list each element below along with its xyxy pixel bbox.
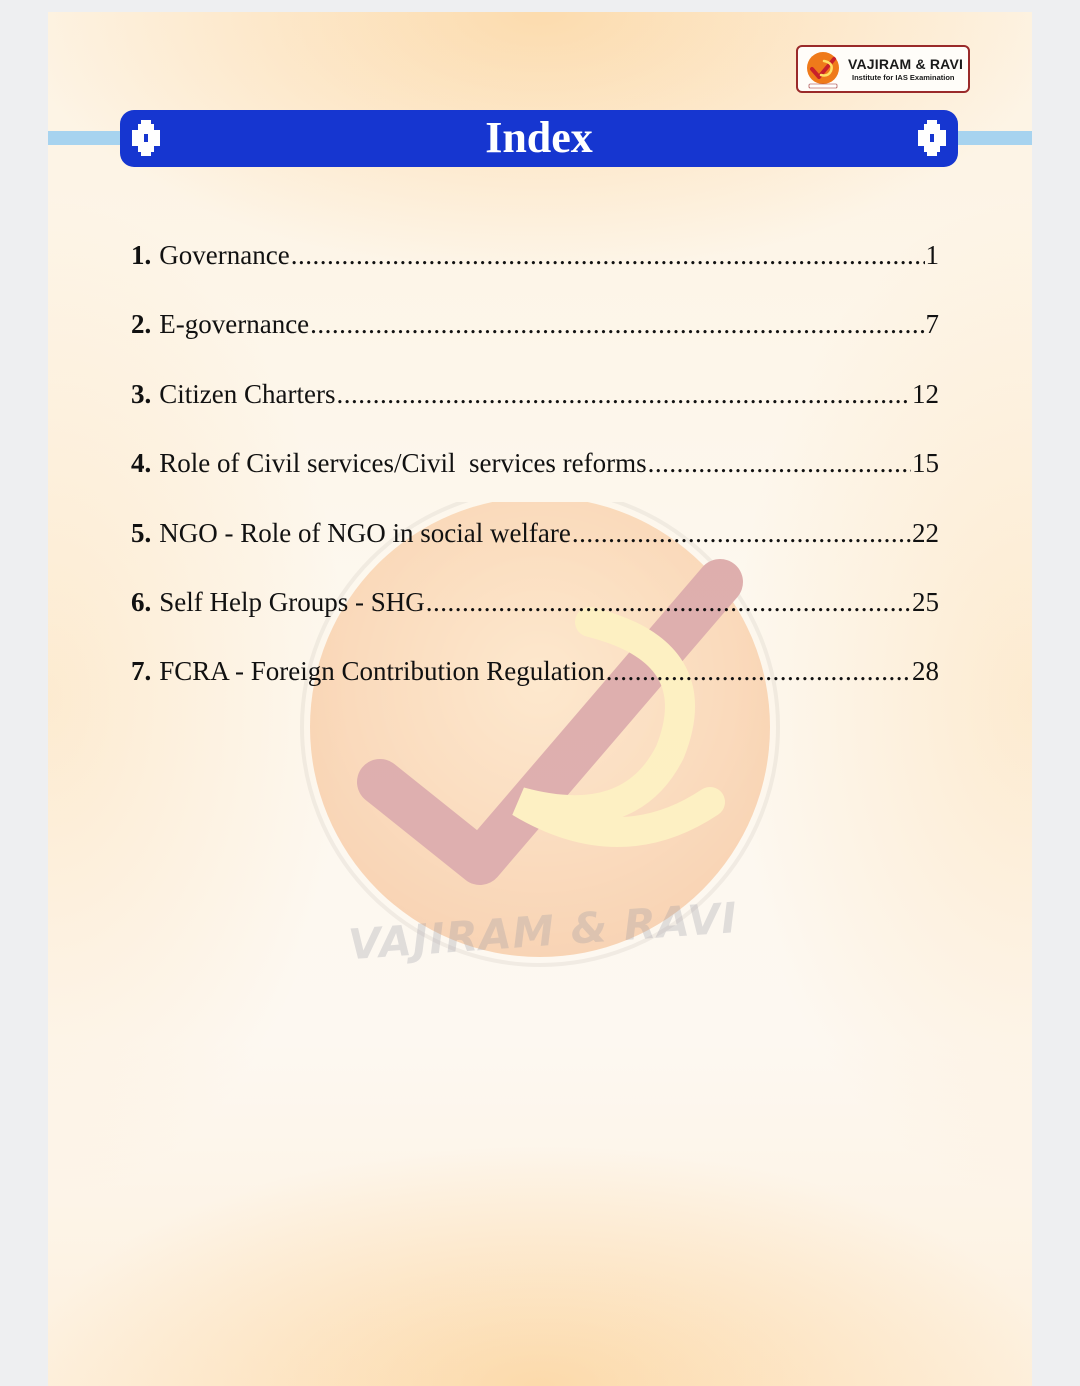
toc-entry-number: 3. <box>131 378 152 409</box>
toc-entry-title: E-governance <box>159 309 310 340</box>
toc-entry-number: 6. <box>131 586 152 617</box>
toc-dot-leader <box>572 518 911 549</box>
logo-name: VAJIRAM & RAVI <box>848 56 964 72</box>
toc-entry-title: Self Help Groups - SHG <box>159 586 425 617</box>
document-page <box>48 12 1032 1386</box>
toc-entry-page: 28 <box>912 656 939 687</box>
toc-entry[interactable] <box>131 587 939 656</box>
toc-entry-page: 22 <box>912 517 939 548</box>
brand-logo <box>796 45 970 93</box>
table-of-contents <box>131 240 939 726</box>
toc-entry-title: Governance <box>159 240 290 270</box>
toc-entry-title: Role of Civil services/Civil services reforms <box>159 448 647 479</box>
toc-entry-number: 5. <box>131 517 152 548</box>
logo-emblem-icon <box>804 51 842 89</box>
toc-dot-leader <box>310 309 924 340</box>
toc-entry[interactable] <box>131 656 939 725</box>
toc-entry-number: 4. <box>131 448 152 479</box>
toc-entry-number: 7. <box>131 656 152 687</box>
banner-ornament-icon <box>914 120 950 156</box>
toc-entry-page: 25 <box>912 586 939 617</box>
toc-entry-page: 12 <box>912 378 939 409</box>
toc-entry-title: NGO - Role of NGO in social welfare <box>159 517 571 548</box>
toc-dot-leader <box>291 240 925 271</box>
toc-dot-leader <box>648 448 911 479</box>
title-banner <box>120 110 958 167</box>
toc-entry-page: 1 <box>925 240 939 270</box>
toc-entry-page: 7 <box>925 309 939 340</box>
toc-entry-number: 1. <box>131 240 152 270</box>
toc-dot-leader <box>336 379 911 410</box>
toc-entry-title: FCRA - Foreign Contribution Regulation <box>159 656 605 687</box>
toc-entry[interactable] <box>131 379 939 448</box>
toc-entry[interactable] <box>131 518 939 587</box>
toc-dot-leader <box>426 587 911 618</box>
toc-entry[interactable] <box>131 240 939 309</box>
toc-dot-leader <box>606 656 911 687</box>
toc-entry-number: 2. <box>131 309 152 340</box>
toc-entry-title: Citizen Charters <box>159 378 336 409</box>
logo-tagline: Institute for IAS Examination <box>852 73 955 82</box>
toc-entry[interactable] <box>131 309 939 378</box>
page-title: Index <box>485 113 593 162</box>
toc-entry-page: 15 <box>912 448 939 479</box>
toc-entry[interactable] <box>131 448 939 517</box>
watermark-text: VAJIRAM & RAVI <box>346 893 740 970</box>
